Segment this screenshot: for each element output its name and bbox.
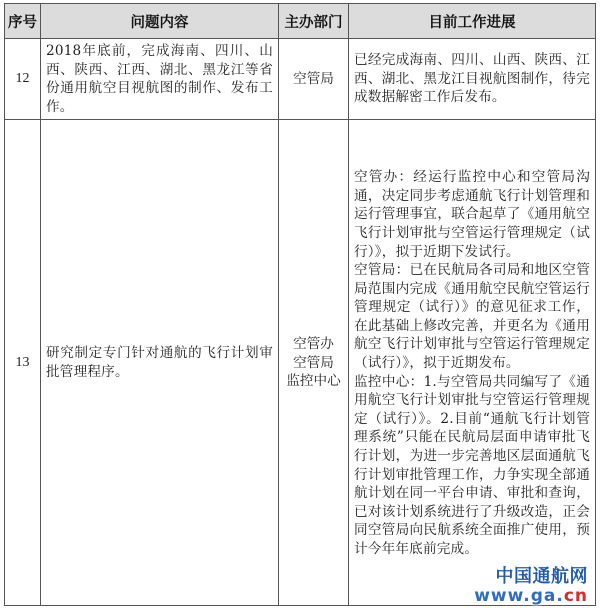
row-department: 空管局 (293, 70, 334, 87)
row-department-cell (279, 39, 349, 120)
watermark-url-tld: cn (563, 586, 588, 606)
watermark-url (474, 586, 588, 606)
watermark-name: 中国通航网 (495, 566, 588, 587)
row-serial: 12 (5, 39, 41, 120)
progress-table (4, 3, 596, 606)
row-progress-cell (349, 39, 596, 120)
row-progress: 已经完成海南、四川、山西、陕西、江西、湖北、黑龙江目视航图制作，待完成数据解密工作后发布。 (354, 52, 590, 106)
progress-paragraph: 监控中心：1.与空管局共同编写了《通用航空飞行计划审批与空管运行管理规定（试行）》。2.目前“通航飞行计划管理系统”只能在民航局层面申请审批飞行计划，为进一步完善地区层面通航飞行计划审批管理工作，力争实现全部通航计划在同一平台申请、审批和查询，已对该计划系统进行了升级改造，正会同空管局向民航系统全面推广使用，预计今年年底前完成。 (354, 373, 590, 558)
row-department: 空管办 (293, 335, 334, 352)
progress-paragraph: 空管办：经运行监控中心和空管局沟通，决定同步考虑通航飞行计划管理和运行管理事宜，联合起草了《通用航空飞行计划审批与空管运行管理规定（试行）》，拟于近期下发试行。 (354, 169, 590, 260)
row-progress-cell (349, 120, 596, 606)
header-serial: 序号 (5, 4, 41, 39)
row-department-cell (279, 120, 349, 606)
row-issue: 2018年底前，完成海南、四川、山西、陕西、江西、湖北、黑龙江等省份通用航空目视航图的制作、发布工作。 (46, 43, 273, 115)
row-issue-cell (41, 39, 279, 120)
table-row (5, 39, 596, 120)
row-serial: 13 (5, 120, 41, 606)
watermark-logo (474, 562, 588, 606)
watermark-url-main: www.ga. (474, 586, 564, 606)
header-department: 主办部门 (279, 4, 349, 39)
row-issue-cell (41, 120, 279, 606)
row-department: 监控中心 (286, 373, 341, 390)
table-header-row (5, 4, 596, 39)
header-issue: 问题内容 (41, 4, 279, 39)
row-department: 空管局 (293, 354, 334, 371)
header-progress: 目前工作进展 (349, 4, 596, 39)
table-row (5, 120, 596, 606)
progress-paragraph: 空管局：已在民航局各司局和地区空管局范围内完成《通用航空民航空管运行管理规定（试行）》的意见征求工作，在此基础上修改完善，并更名为《通用航空飞行计划审批与空管运行管理规定（试行）》，拟于近期发布。 (354, 262, 590, 372)
row-issue: 研究制定专门针对通航的飞行计划审批管理程序。 (46, 345, 273, 380)
